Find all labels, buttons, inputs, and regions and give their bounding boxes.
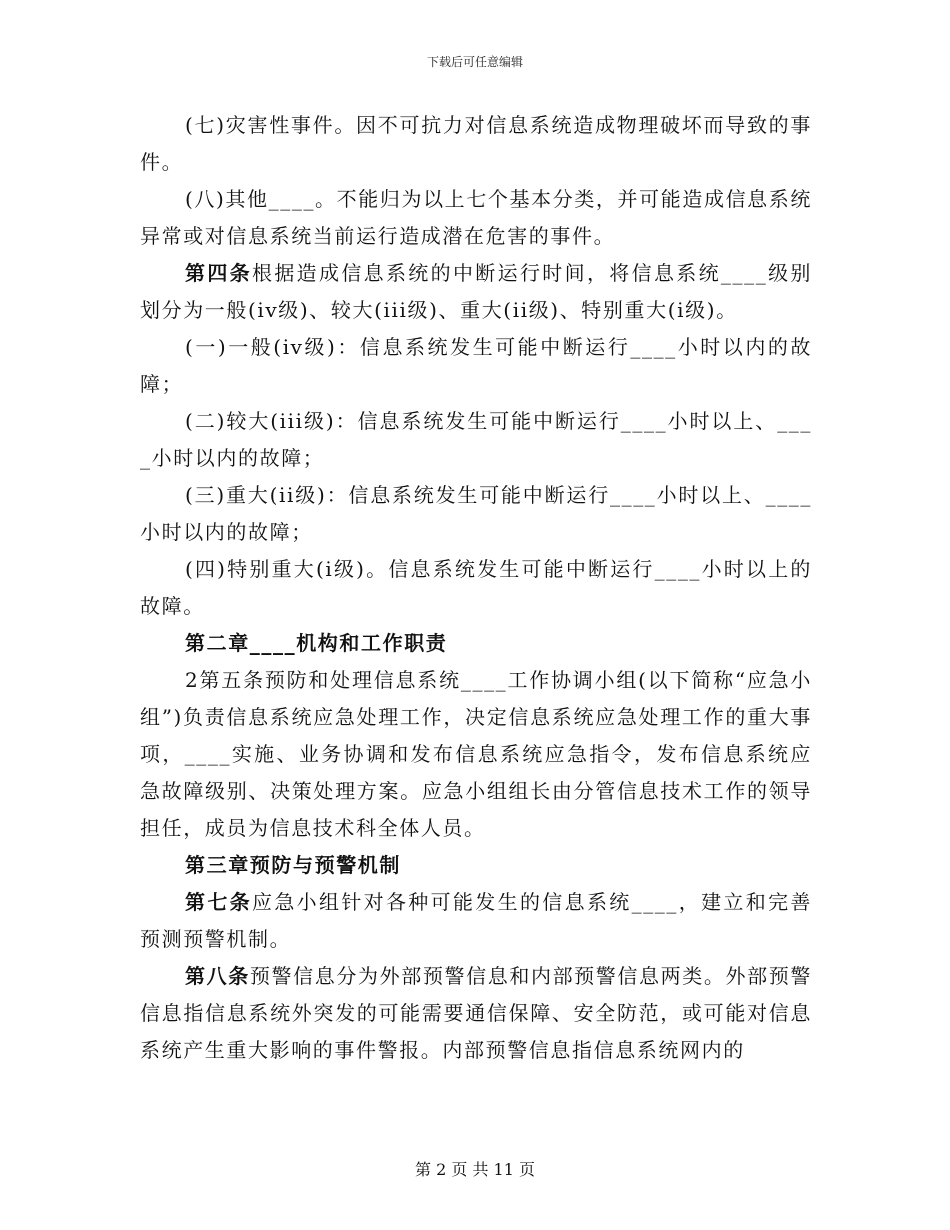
document-body <box>140 107 812 1069</box>
paragraph-disaster-event: (七)灾害性事件。因不可抗力对信息系统造成物理破坏而导致的事件。 <box>140 113 812 174</box>
article-text: 预警信息分为外部预警信息和内部预警信息两类。外部预警信息指信息系统外突发的可能需要通信保障、安全防范，或可能对信息系统产生重大影响的事件警报。内部预警信息指信息系统网内的 <box>140 964 812 1062</box>
article-label: 第七条 <box>185 890 252 914</box>
paragraph-article-8 <box>140 958 812 1069</box>
paragraph-level-i: (四)特别重大(i级)。信息系统发生可能中断运行____小时以上的故障。 <box>140 557 812 618</box>
paragraph-article-7 <box>140 884 812 958</box>
paragraph-level-ii: (三)重大(ii级)：信息系统发生可能中断运行____小时以上、____小时以内的故障； <box>140 483 812 544</box>
article-label: 第四条 <box>185 261 252 285</box>
article-text: 应急小组针对各种可能发生的信息系统____，建立和完善预测预警机制。 <box>140 890 812 951</box>
page-header: 下载后可任意编辑 <box>426 55 523 69</box>
chapter-3-heading: 第三章预防与预警机制 <box>185 853 401 877</box>
article-label: 第八条 <box>185 964 250 988</box>
page-footer: 第 2 页 共 11 页 <box>415 1160 535 1179</box>
paragraph-level-iii: (二)较大(iii级)：信息系统发生可能中断运行____小时以上、____小时以内的故障； <box>140 409 812 470</box>
paragraph-other-event: (八)其他____。不能归为以上七个基本分类，并可能造成信息系统异常或对信息系统当前运行造成潜在危害的事件。 <box>140 187 812 248</box>
paragraph-article-5: 2第五条预防和处理信息系统____工作协调小组(以下简称“应急小组”)负责信息系统应急处理工作，决定信息系统应急处理工作的重大事项，____实施、业务协调和发布信息系统应急指令，发布信息系统应急故障级别、决策处理方案。应急小组组长由分管信息技术工作的领导担任，成员为信息技术科全体人员。 <box>140 668 812 840</box>
paragraph-level-iv: (一)一般(iv级)：信息系统发生可能中断运行____小时以内的故障； <box>140 335 812 396</box>
article-text: 根据造成信息系统的中断运行时间，将信息系统____级别划分为一般(iv级)、较大(iii级)、重大(ii级)、特别重大(i级)。 <box>140 261 812 322</box>
paragraph-article-4 <box>140 255 812 329</box>
chapter-2-heading: 第二章____机构和工作职责 <box>185 631 448 655</box>
